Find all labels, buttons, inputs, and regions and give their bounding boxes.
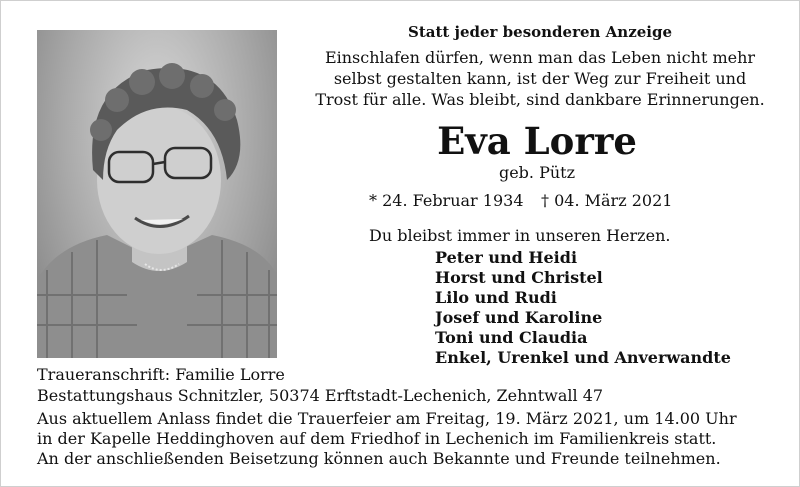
mourner-entry: Enkel, Urenkel und Anverwandte: [435, 348, 731, 367]
poem-line: Trost für alle. Was bleibt, sind dankbare Erinnerungen.: [315, 90, 765, 109]
portrait-photo: [37, 30, 277, 358]
mourning-address: [37, 364, 603, 406]
mourner-entry: Horst und Christel: [435, 268, 603, 287]
notice-heading: Statt jeder besonderen Anzeige: [407, 23, 673, 41]
mourner-entry: Lilo und Rudi: [435, 288, 557, 307]
poem-line: selbst gestalten kann, ist der Weg zur Freiheit und: [333, 69, 747, 88]
funeral-notice: [37, 409, 737, 469]
maiden-name: geb. Pütz: [498, 163, 576, 182]
portrait-illustration: [37, 30, 277, 358]
motto-line: Du bleibst immer in unseren Herzen.: [369, 226, 671, 245]
address-line: Traueranschrift: Familie Lorre: [37, 365, 285, 384]
notice-line: Aus aktuellem Anlass findet die Trauerfeier am Freitag, 19. März 2021, um 14.00 Uhr: [37, 409, 737, 428]
poem-line: Einschlafen dürfen, wenn man das Leben nicht mehr: [324, 48, 756, 67]
memorial-poem: [293, 47, 787, 110]
mourners-list: [435, 248, 731, 368]
birth-date: * 24. Februar 1934: [369, 191, 524, 210]
mourner-entry: Peter und Heidi: [435, 248, 578, 267]
mourner-entry: Josef und Karoline: [435, 308, 603, 327]
mourner-entry: Toni und Claudia: [435, 328, 588, 347]
death-date: † 04. März 2021: [541, 191, 673, 210]
deceased-name: Eva Lorre: [437, 119, 637, 163]
address-line: Bestattungshaus Schnitzler, 50374 Erftstadt-Lechenich, Zehntwall 47: [37, 386, 604, 405]
notice-line: An der anschließenden Beisetzung können auch Bekannte und Freunde teilnehmen.: [37, 449, 721, 468]
notice-line: in der Kapelle Heddinghoven auf dem Friedhof in Lechenich im Familienkreis statt.: [37, 429, 717, 448]
